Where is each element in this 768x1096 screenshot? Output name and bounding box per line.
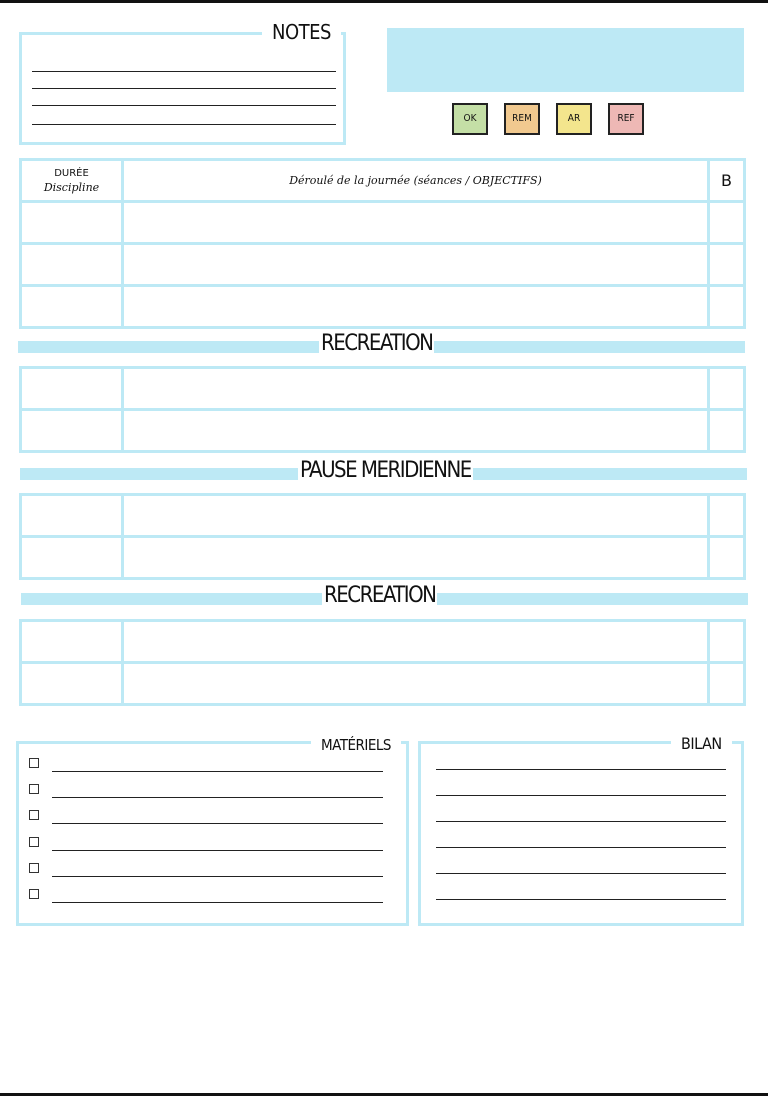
notes-line[interactable] (32, 88, 336, 89)
materiels-box (16, 736, 409, 926)
table-row[interactable] (22, 661, 743, 703)
notes-line[interactable] (32, 71, 336, 72)
materiels-title: MATÉRIELS (311, 736, 401, 754)
table-row[interactable] (22, 496, 743, 535)
material-line[interactable] (52, 823, 383, 824)
bilan-line[interactable] (436, 899, 726, 900)
material-line[interactable] (52, 797, 383, 798)
status-badge-ok[interactable]: OK (452, 103, 488, 135)
header-color-block (387, 28, 744, 92)
table-header-row (22, 161, 743, 200)
bilan-title: BILAN (671, 734, 732, 753)
table-row[interactable] (22, 200, 743, 242)
bilan-line[interactable] (436, 795, 726, 796)
material-line[interactable] (52, 902, 383, 903)
material-checkbox[interactable] (29, 889, 39, 899)
schedule-table-early-afternoon (19, 493, 746, 580)
status-badge-rem[interactable]: REM (504, 103, 540, 135)
material-checkbox[interactable] (29, 863, 39, 873)
material-line[interactable] (52, 850, 383, 851)
break-label-recreation-2: RECREATION (324, 583, 436, 608)
material-line[interactable] (52, 771, 383, 772)
top-border (0, 0, 768, 3)
material-checkbox[interactable] (29, 758, 39, 768)
break-label-recreation-1: RECREATION (321, 331, 433, 356)
material-checkbox[interactable] (29, 784, 39, 794)
header-b: B (721, 171, 732, 190)
schedule-table-late-afternoon (19, 619, 746, 706)
table-row[interactable] (22, 369, 743, 408)
status-badge-ar[interactable]: AR (556, 103, 592, 135)
material-checkbox[interactable] (29, 837, 39, 847)
break-label-pause-meridienne: PAUSE MERIDIENNE (300, 458, 471, 483)
table-row[interactable] (22, 284, 743, 326)
notes-line[interactable] (32, 105, 336, 106)
header-duree: DURÉE (54, 168, 89, 179)
notes-line[interactable] (32, 124, 336, 125)
material-line[interactable] (52, 876, 383, 877)
header-deroule: Déroulé de la journée (séances / OBJECTIFS) (124, 161, 710, 200)
bilan-line[interactable] (436, 847, 726, 848)
table-row[interactable] (22, 622, 743, 661)
table-row[interactable] (22, 408, 743, 450)
bilan-box (418, 734, 744, 926)
notes-box (19, 20, 346, 145)
table-row[interactable] (22, 535, 743, 577)
header-duree-discipline (22, 161, 124, 200)
schedule-table-late-morning (19, 366, 746, 453)
notes-title: NOTES (262, 20, 341, 44)
table-row[interactable] (22, 242, 743, 284)
status-badge-ref[interactable]: REF (608, 103, 644, 135)
bilan-line[interactable] (436, 769, 726, 770)
header-discipline: Discipline (43, 181, 100, 194)
schedule-table-morning (19, 158, 746, 329)
bilan-line[interactable] (436, 873, 726, 874)
bilan-line[interactable] (436, 821, 726, 822)
material-checkbox[interactable] (29, 810, 39, 820)
